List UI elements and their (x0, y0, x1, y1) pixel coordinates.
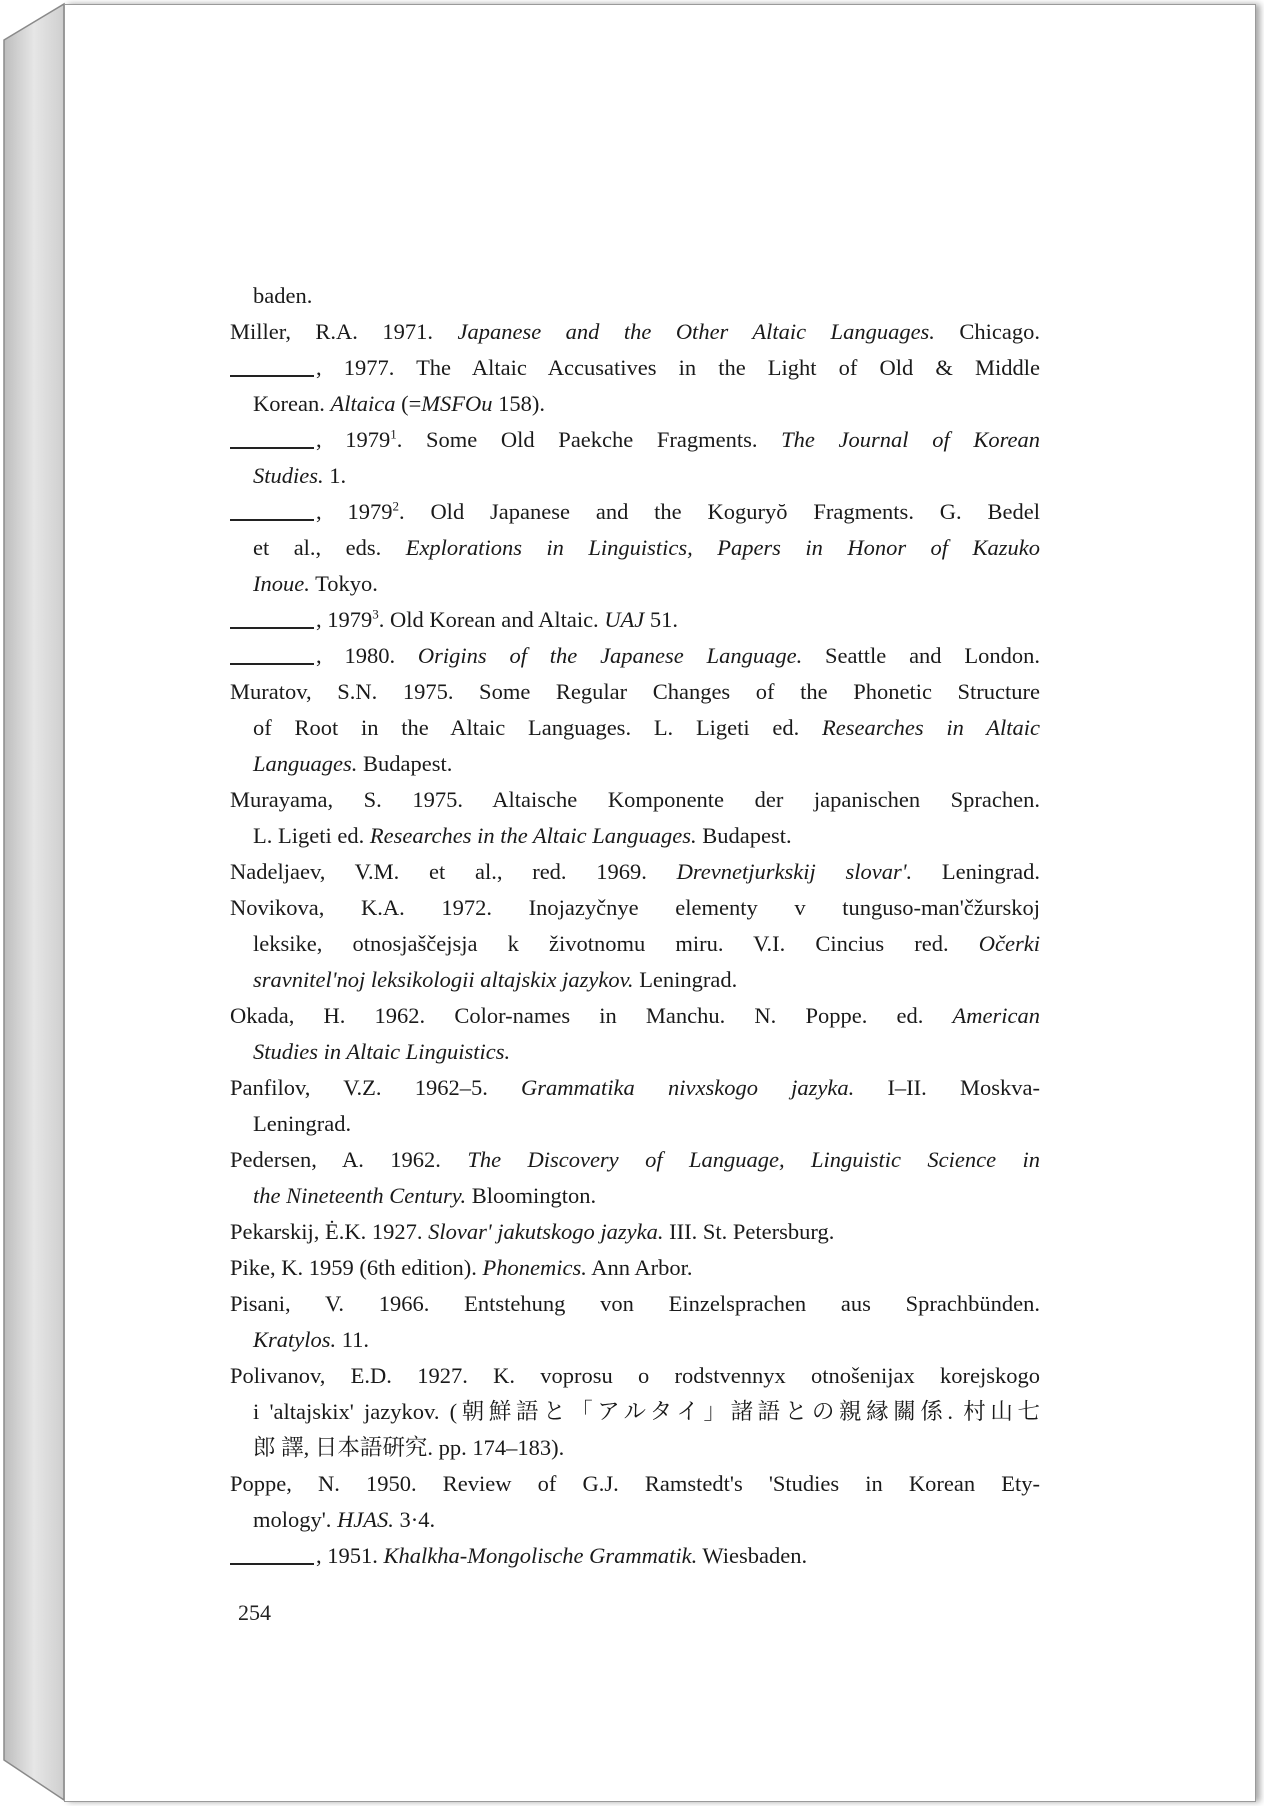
bibliography-line (230, 1034, 1040, 1070)
bibliography-line (230, 1214, 1040, 1250)
bibliography-line (230, 854, 1040, 890)
text-segment: Leningrad. (912, 859, 1040, 884)
text-segment: Tokyo. (309, 571, 378, 596)
text-segment: et al., eds. (253, 535, 406, 560)
bibliography-line (230, 746, 1040, 782)
ditto-dash (230, 627, 314, 629)
italic-title: UAJ (604, 607, 645, 632)
italic-title: Researches in the Altaic Languages. (369, 823, 697, 848)
text-segment: Pisani, V. 1966. Entstehung von Einzelsprachen aus Sprachbünden. (230, 1291, 1040, 1316)
text-segment: 11. (336, 1327, 370, 1352)
text-segment: Pedersen, A. 1962. (230, 1147, 468, 1172)
text-segment: Leningrad. (633, 967, 738, 992)
ditto-dash (230, 663, 314, 665)
bibliography-line (230, 458, 1040, 494)
bibliography-line (230, 314, 1040, 350)
text-segment: . Some Old Paekche Fragments. (396, 427, 782, 452)
text-segment: , 1979 (316, 607, 373, 632)
bibliography-line (230, 386, 1040, 422)
italic-title: Researches in Altaic (822, 715, 1040, 740)
bibliography-line (230, 422, 1040, 458)
superscript: 1 (390, 426, 397, 442)
text-segment: Muratov, S.N. 1975. Some Regular Changes of the Phonetic Structure (230, 679, 1040, 704)
bibliography-line (230, 1106, 1040, 1142)
italic-title: Studies. (253, 463, 324, 488)
text-segment: . Old Japanese and the Koguryŏ Fragments. G. Bedel (398, 499, 1040, 524)
text-segment: Murayama, S. 1975. Altaische Komponente der japanischen Sprachen. (230, 787, 1040, 812)
page-number: 254 (238, 1600, 271, 1625)
bibliography-line (230, 1178, 1040, 1214)
bibliography-line (230, 998, 1040, 1034)
superscript: 3 (372, 606, 379, 622)
text-segment: , 1951. (316, 1543, 384, 1568)
text-segment: Novikova, K.A. 1972. Inojazyčnye elementy v tunguso-man'čžurskoj (230, 895, 1040, 920)
bibliography-line (230, 818, 1040, 854)
italic-title: Slovar' jakutskogo jazyka. (428, 1219, 664, 1244)
bibliography-line (230, 890, 1040, 926)
text-segment: Polivanov, E.D. 1927. K. voprosu o rodstvennyx otnošenijax korejskogo (230, 1363, 1040, 1388)
text-segment: 158). (492, 391, 546, 416)
text-segment: , 1980. (316, 643, 418, 668)
bibliography-line (230, 638, 1040, 674)
text-segment: , 1979 (316, 499, 393, 524)
bibliography-line (230, 782, 1040, 818)
bibliography-line (230, 962, 1040, 998)
text-segment: i 'altajskix' jazykov. (朝鮮語と「アルタイ」諸語との親縁關係. 村山七 (253, 1399, 1040, 1424)
bibliography-line (230, 1250, 1040, 1286)
italic-title: Japanese and the Other Altaic Languages. (457, 319, 935, 344)
italic-title: Explorations in Linguistics, Papers in Honor of Kazuko (405, 535, 1040, 560)
ditto-dash (230, 1563, 314, 1565)
italic-title: Phonemics. (482, 1255, 587, 1280)
bibliography-line (230, 530, 1040, 566)
bibliography-line (230, 566, 1040, 602)
italic-title: HJAS. (337, 1507, 394, 1532)
text-segment: Seattle and London. (802, 643, 1040, 668)
text-segment: Pekarskij, Ė.K. 1927. (230, 1219, 429, 1244)
bibliography-line (230, 1322, 1040, 1358)
text-segment: Poppe, N. 1950. Review of G.J. Ramstedt's 'Studies in Korean Ety- (230, 1471, 1040, 1496)
bibliography-line (230, 710, 1040, 746)
bibliography-line (230, 1070, 1040, 1106)
text-segment: leksike, otnosjaščejsja k životnomu miru. V.I. Cincius red. (253, 931, 979, 956)
bibliography-text (230, 278, 1040, 1574)
bibliography-line (230, 602, 1040, 638)
bibliography-line (230, 1394, 1040, 1430)
text-segment: 1. (323, 463, 347, 488)
italic-title: sravnitel'noj leksikologii altajskix jazykov. (253, 967, 634, 992)
text-segment: , 1979 (316, 427, 391, 452)
text-segment: I–II. Moskva- (854, 1075, 1040, 1100)
bibliography-line (230, 926, 1040, 962)
italic-title: Kratylos. (253, 1327, 337, 1352)
text-segment: Budapest. (696, 823, 792, 848)
superscript: 2 (392, 498, 399, 514)
bibliography-line (230, 1502, 1040, 1538)
ditto-dash (230, 447, 314, 449)
bibliography-line (230, 1286, 1040, 1322)
text-segment: III. St. Petersburg. (663, 1219, 835, 1244)
text-segment: 51. (644, 607, 679, 632)
italic-title: Altaica (330, 391, 396, 416)
bibliography-line (230, 350, 1040, 386)
text-segment: Miller, R.A. 1971. (230, 319, 458, 344)
text-segment: Pike, K. 1959 (6th edition). (230, 1255, 483, 1280)
italic-title: American (952, 1003, 1040, 1028)
text-segment: Budapest. (357, 751, 453, 776)
italic-title: The Journal of Korean (781, 427, 1040, 452)
text-segment: 3·4. (393, 1507, 436, 1532)
italic-title: the Nineteenth Century. (253, 1183, 467, 1208)
italic-title: Studies in Altaic Linguistics. (253, 1039, 511, 1064)
italic-title: Grammatika nivxskogo jazyka. (521, 1075, 855, 1100)
ditto-dash (230, 519, 314, 521)
bibliography-line (230, 1466, 1040, 1502)
bibliography-line (230, 1538, 1040, 1574)
text-segment: , 1977. The Altaic Accusatives in the Light of Old & Middle (316, 355, 1040, 380)
text-segment: Panfilov, V.Z. 1962–5. (230, 1075, 522, 1100)
bibliography-line (230, 278, 1040, 314)
text-segment: Okada, H. 1962. Color-names in Manchu. N. Poppe. ed. (230, 1003, 953, 1028)
bibliography-line (230, 1358, 1040, 1394)
text-segment: Nadeljaev, V.M. et al., red. 1969. (230, 859, 677, 884)
text-segment: L. Ligeti ed. (253, 823, 370, 848)
bibliography-line (230, 494, 1040, 530)
text-segment: Ann Arbor. (586, 1255, 693, 1280)
text-segment: Chicago. (934, 319, 1040, 344)
bibliography-line (230, 1142, 1040, 1178)
text-segment: Bloomington. (466, 1183, 597, 1208)
italic-title: Origins of the Japanese Language. (417, 643, 803, 668)
italic-title: Drevnetjurkskij slovar'. (676, 859, 913, 884)
text-segment: of Root in the Altaic Languages. L. Ligeti ed. (253, 715, 823, 740)
text-segment: baden. (253, 283, 313, 308)
text-segment: Wiesbaden. (697, 1543, 808, 1568)
bibliography-line (230, 674, 1040, 710)
italic-title: Očerki (978, 931, 1040, 956)
ditto-dash (230, 375, 314, 377)
text-segment: . Old Korean and Altaic. (378, 607, 605, 632)
italic-title: Inoue. (253, 571, 310, 596)
text-segment: (= (395, 391, 422, 416)
italic-title: The Discovery of Language, Linguistic Science in (467, 1147, 1040, 1172)
text-segment: mology'. (253, 1507, 338, 1532)
text-segment: Korean. (253, 391, 331, 416)
italic-title: MSFOu (421, 391, 493, 416)
italic-title: Khalkha-Mongolische Grammatik. (383, 1543, 698, 1568)
text-segment: 郎 譯, 日本語硏究. pp. 174–183). (253, 1435, 565, 1460)
text-segment: Leningrad. (253, 1111, 352, 1136)
italic-title: Languages. (253, 751, 358, 776)
bibliography-line (230, 1430, 1040, 1466)
